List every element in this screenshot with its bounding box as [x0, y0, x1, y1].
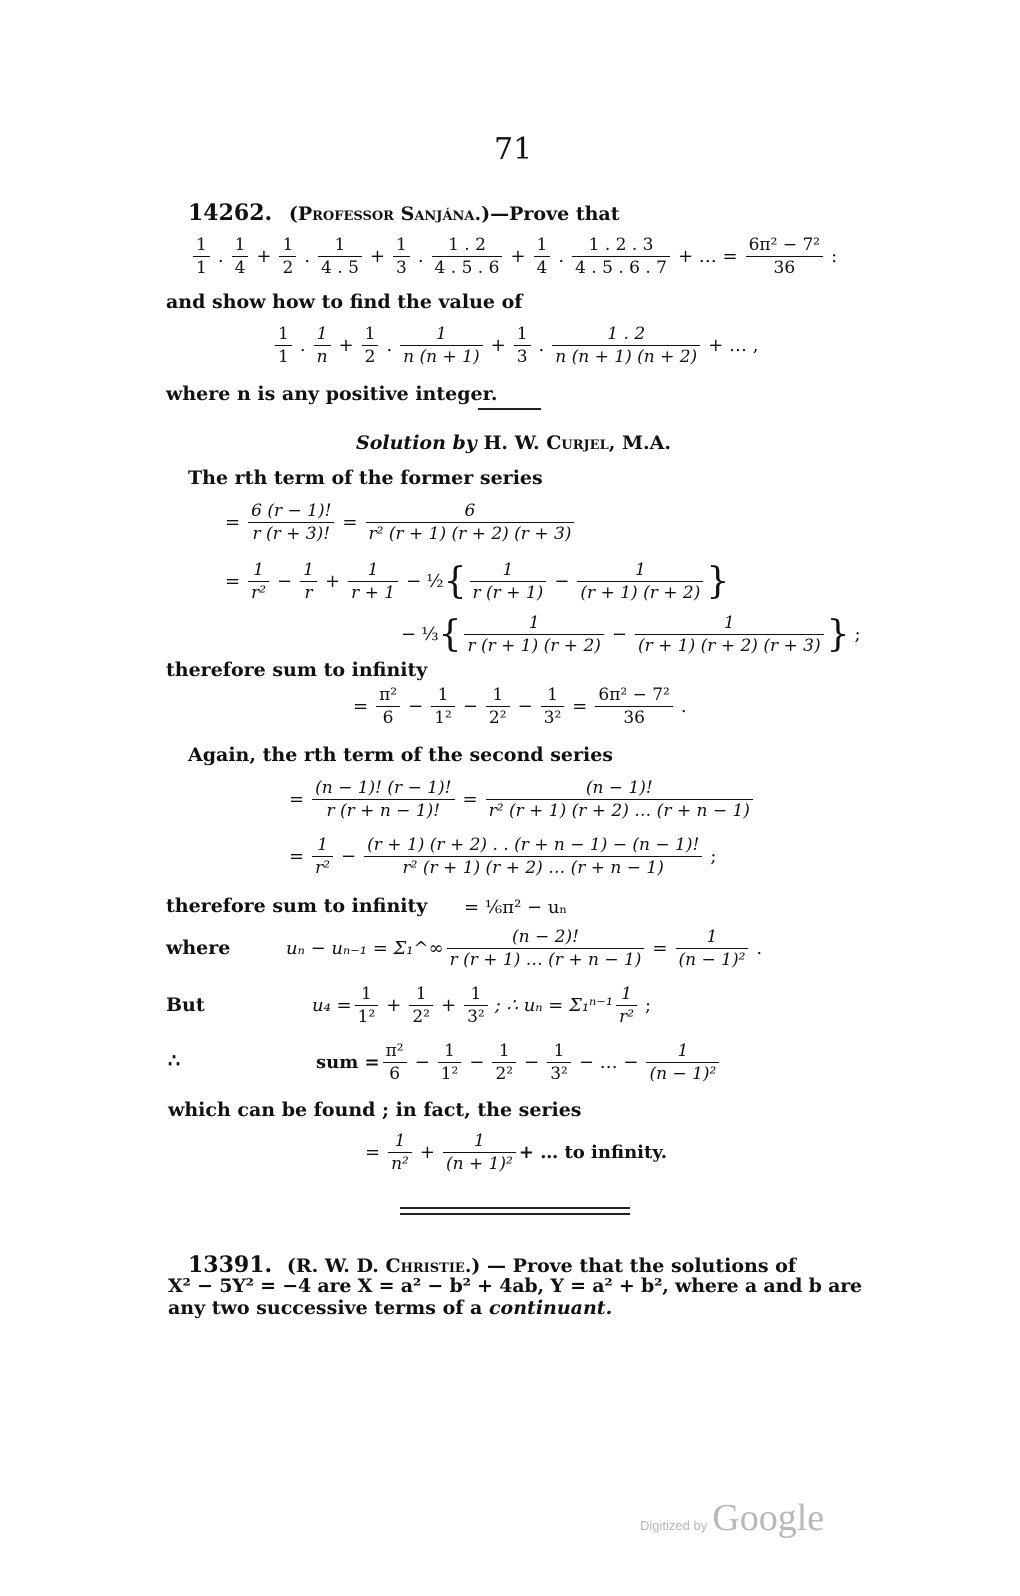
fraction-denominator: r (r + 1) … (r + n − 1)	[449, 950, 642, 970]
fraction	[616, 983, 637, 1028]
eq-where: uₙ − uₙ₋₁ = Σ₁^∞ $\frac{(n - 2)!}{r (r + 1) \dots (r + n - 1)}$ = $\frac{1}{\text{(n − 1)²}}$ .	[286, 927, 763, 970]
left-brace: {	[443, 560, 467, 602]
fraction-denominator: r (r + n − 1)!	[326, 801, 441, 821]
fraction-numerator: 6 (r − 1)!	[248, 500, 334, 523]
fraction-denominator: 3	[395, 258, 407, 278]
fraction	[388, 1130, 412, 1175]
fraction-numerator: 1	[362, 323, 379, 346]
fraction-numerator: π²	[383, 1040, 407, 1063]
where-text: where n is any positive integer.	[166, 383, 498, 405]
fraction-numerator: 1	[616, 983, 637, 1006]
fraction	[364, 834, 702, 879]
fraction-denominator: r + 1	[351, 583, 396, 603]
fraction	[432, 234, 503, 279]
fraction-denominator: r²	[315, 858, 331, 878]
fraction-denominator: r	[304, 583, 313, 603]
fraction	[314, 323, 331, 368]
fraction	[248, 559, 269, 604]
therefore-symbol: ∴	[168, 1050, 181, 1072]
fraction-denominator: 2	[364, 347, 376, 367]
fraction-denominator: 6	[389, 1064, 401, 1084]
eq-line-2: = $\frac{1}{\text{r²}}$ − $\frac{1}{r}$ + $\frac{1}{r + 1}$ − ½ { $\frac{1}{r (r + 1)}$ − $\frac{1}{(r + 1) (r + 2)}$ }	[225, 560, 730, 603]
fraction	[312, 777, 454, 822]
fraction-numerator: 6	[366, 500, 575, 523]
solution-author: H. W. Curjel, M.A.	[483, 432, 671, 454]
series-2-equation: $\frac{1}{1}$ . $\frac{1}{n}$ + $\frac{1}{2}$ . $\frac{1}{n (n + 1)}$ + $\frac{1}{3}$ . $\frac{1 . 2}{n (n + 1) (n + 2)}$ + … ,	[272, 323, 763, 368]
fraction	[577, 559, 703, 604]
fraction-denominator: (n − 1)²	[649, 1064, 717, 1084]
fraction-denominator: (n − 1)²	[678, 950, 746, 970]
eq-second-2: = $\frac{1}{\text{r²}}$ − $\frac{(r + 1) (r + 2) . . (r + n - 1) - (n - 1)!}{\text{r² (r + 1) (r + 2) … (r + n − 1)}}$ ;	[289, 835, 717, 878]
fraction	[300, 559, 317, 604]
fraction-denominator: r² (r + 1) (r + 2) (r + 3)	[368, 524, 572, 544]
sum-infinity-label: therefore sum to infinity	[166, 659, 428, 681]
fraction-numerator: 1	[431, 684, 455, 707]
fraction-numerator: 1	[486, 684, 510, 707]
fraction	[746, 234, 824, 279]
fraction-denominator: r (r + 1) (r + 2)	[467, 636, 601, 656]
fraction-numerator: 1	[438, 1040, 462, 1063]
problem-2-line-3-italic: continuant.	[488, 1297, 613, 1319]
fraction-numerator: 1	[388, 1130, 412, 1153]
fraction-numerator: 1 . 2 . 3	[572, 234, 670, 257]
where-lhs: uₙ − uₙ₋₁ = Σ₁^∞	[286, 938, 444, 959]
fraction-denominator: r² (r + 1) (r + 2) … (r + n − 1)	[402, 858, 664, 878]
fraction	[431, 684, 455, 729]
fraction-denominator: n	[316, 347, 328, 367]
fraction	[383, 1040, 407, 1085]
fraction-numerator: 1	[492, 1040, 516, 1063]
fraction-denominator: 1	[196, 258, 207, 278]
fraction-numerator: 6π² − 7²	[595, 684, 673, 707]
fraction-denominator: 1²	[440, 1064, 459, 1084]
page-number: 71	[494, 132, 533, 167]
fraction	[248, 500, 334, 545]
problem-2-line-2: X² − 5Y² = −4 are X = a² − b² + 4ab, Y = a² + b², where a and b are	[168, 1275, 862, 1297]
but-mid: ; ∴ uₙ = Σ₁ⁿ⁻¹	[494, 995, 614, 1016]
problem-2-line-1-rest: — Prove that the solutions of	[487, 1255, 797, 1277]
fraction	[193, 234, 210, 279]
fraction-denominator: n²	[391, 1154, 409, 1174]
fraction-denominator: 36	[623, 708, 645, 728]
watermark-brand: Google	[712, 1497, 825, 1539]
fraction-denominator: 1²	[434, 708, 452, 728]
fraction-denominator: r (r + 1)	[472, 583, 544, 603]
problem-number: 14262.	[188, 200, 273, 226]
fraction	[366, 500, 575, 545]
fraction	[376, 684, 400, 729]
section-divider-bottom	[400, 1213, 630, 1215]
fraction-numerator: 1	[534, 234, 551, 257]
show-text: and show how to find the value of	[166, 291, 523, 313]
watermark-prefix: Digitized by	[640, 1518, 708, 1533]
fraction-denominator: (r + 1) (r + 2)	[580, 583, 701, 603]
fraction	[464, 612, 603, 657]
fraction-denominator: 3²	[467, 1007, 485, 1027]
fraction-denominator: (r + 1) (r + 2) (r + 3)	[638, 636, 821, 656]
fraction	[486, 777, 753, 822]
fraction-numerator: 1	[443, 1130, 516, 1153]
fraction-denominator: r² (r + 1) (r + 2) … (r + n − 1)	[488, 801, 750, 821]
fraction	[514, 323, 531, 368]
fraction-denominator: (n + 1)²	[445, 1154, 513, 1174]
fraction-numerator: 1	[514, 323, 531, 346]
fraction	[447, 926, 645, 971]
fraction-denominator: 3	[516, 347, 528, 367]
section-divider-top	[400, 1207, 630, 1209]
but-lhs: u₄ =	[312, 995, 352, 1016]
fraction-numerator: 1	[318, 234, 362, 257]
fraction-numerator: (n − 1)!	[486, 777, 753, 800]
fraction-denominator: 6	[382, 708, 394, 728]
fraction	[438, 1040, 462, 1085]
found-line: which can be found ; in fact, the series	[168, 1099, 582, 1121]
fraction-denominator: n (n + 1)	[403, 347, 480, 367]
fraction-numerator: 1	[547, 1040, 571, 1063]
fraction-numerator: 1	[409, 983, 433, 1006]
fraction	[547, 1040, 571, 1085]
eq-line-1: = $\frac{6 (r - 1)!}{r (r + 3)!}$ = $\frac{6}{\text{r² (r + 1) (r + 2) (r + 3)}}$	[220, 500, 577, 545]
fraction-denominator: 4 . 5	[321, 258, 359, 278]
fraction-numerator: (r + 1) (r + 2) . . (r + n − 1) − (n − 1)!	[364, 834, 702, 857]
but-label: But	[166, 994, 205, 1016]
fraction	[393, 234, 410, 279]
problem-2-author: (R. W. D. Christie.)	[286, 1255, 481, 1277]
fraction	[275, 323, 292, 368]
google-watermark	[640, 1496, 824, 1540]
fraction-denominator: 3²	[550, 1064, 568, 1084]
fraction-numerator: 1	[275, 323, 292, 346]
sum-infinity-label-2: therefore sum to infinity	[166, 895, 428, 917]
fraction	[635, 612, 824, 657]
eq-line-3: − ⅓ { $\frac{1}{r (r + 1) (r + 2)}$ − $\frac{1}{(r + 1) (r + 2) (r + 3)}$ } ;	[401, 613, 861, 656]
fraction	[362, 323, 379, 368]
fraction-numerator: 1	[348, 559, 398, 582]
fraction-denominator: 4 . 5 . 6	[434, 258, 500, 278]
eq-but: u₄ = $\frac{1}{\text{1²}}$ + $\frac{1}{\text{2²}}$ + $\frac{1}{\text{3²}}$ ; ∴ uₙ = Σ₁ⁿ⁻¹ $\frac{1}{\text{r²}}$ ;	[312, 984, 652, 1027]
fraction-numerator: 1	[300, 559, 317, 582]
fraction-numerator: 1	[400, 323, 482, 346]
problem-2-line-3-prefix: any two successive terms of a	[168, 1297, 483, 1319]
problem-prove-text: —Prove that	[490, 203, 620, 225]
fraction	[572, 234, 670, 279]
where-label: where	[166, 937, 231, 959]
fraction	[492, 1040, 516, 1085]
fraction-numerator: 1	[577, 559, 703, 582]
solution-prefix: Solution by	[356, 432, 477, 454]
fraction-denominator: 36	[773, 258, 796, 278]
sum-label: sum =	[316, 1052, 380, 1073]
fraction-denominator: r²	[251, 583, 267, 603]
fraction	[312, 834, 333, 879]
fraction-denominator: 1	[278, 347, 289, 367]
fraction	[400, 323, 482, 368]
fraction-denominator: n (n + 1) (n + 2)	[555, 347, 698, 367]
eq-second-1: = $\frac{(n - 1)! (r - 1)!}{r (r + n - 1)!}$ = $\frac{(n - 1)!}{\text{r² (r + 1) (r + 2) … (r + n − 1)}}$	[284, 777, 756, 822]
fraction-denominator: 3²	[543, 708, 562, 728]
fraction-numerator: 1	[464, 983, 488, 1006]
fraction-numerator: 1	[355, 983, 379, 1006]
eq-final-sum: sum = $\frac{\text{π²}}{6}$ − $\frac{1}{\text{1²}}$ − $\frac{1}{\text{2²}}$ − $\frac{1}{\text{3²}}$ − … − $\frac{1}{\text{(n − 1)²}}$	[316, 1040, 722, 1085]
fraction-denominator: r²	[619, 1007, 635, 1027]
fraction	[348, 559, 398, 604]
fraction	[486, 684, 510, 729]
problem-2-number: 13391.	[188, 1252, 273, 1278]
fraction	[464, 983, 488, 1028]
fraction-numerator: 1	[393, 234, 410, 257]
again-line: Again, the rth term of the second series	[188, 744, 613, 766]
fraction-numerator: (n − 2)!	[447, 926, 645, 949]
fraction-numerator: 6π² − 7²	[746, 234, 824, 257]
last-tail: + … to infinity.	[518, 1142, 667, 1163]
fraction-numerator: 1	[232, 234, 249, 257]
fraction-numerator: 1	[279, 234, 296, 257]
fraction	[534, 234, 551, 279]
fraction-numerator: 1	[470, 559, 547, 582]
half-coefficient: ½	[426, 571, 444, 592]
third-coefficient: ⅓	[421, 624, 439, 645]
fraction	[646, 1040, 719, 1085]
fraction	[541, 684, 565, 729]
eq-last: = $\frac{1}{\text{n²}}$ + $\frac{1}{\text{(n + 1)²}}$ + … to infinity.	[365, 1131, 667, 1174]
fraction-numerator: 1	[314, 323, 331, 346]
sum-infinity-rhs: = ⅙π² − uₙ	[464, 897, 568, 918]
fraction-numerator: 1	[635, 612, 824, 635]
solution-heading	[356, 432, 671, 454]
fraction-numerator: 1	[248, 559, 269, 582]
fraction-numerator: 1	[312, 834, 333, 857]
fraction-numerator: 1	[541, 684, 565, 707]
fraction-denominator: 2²	[412, 1007, 430, 1027]
fraction	[443, 1130, 516, 1175]
fraction-numerator: 1	[193, 234, 210, 257]
fraction	[595, 684, 673, 729]
eq-sum-1: = $\frac{\text{π²}}{6}$ − $\frac{1}{\text{1²}}$ − $\frac{1}{\text{2²}}$ − $\frac{1}{\text{3²}}$ = $\frac{\text{6π² − 7²}}{36}$ .	[353, 685, 687, 728]
rth-term-line: The rth term of the former series	[188, 467, 543, 489]
right-brace: }	[826, 613, 850, 655]
right-brace: }	[706, 560, 730, 602]
problem-author: (Professor Sanjána.)	[288, 203, 491, 225]
fraction	[279, 234, 296, 279]
short-divider	[478, 408, 541, 410]
fraction-numerator: 1 . 2	[552, 323, 700, 346]
series-1-equation: $\frac{1}{1}$ . $\frac{1}{4}$ + $\frac{1}{2}$ . $\frac{1}{4 . 5}$ + $\frac{1}{3}$ . $\frac{1 . 2}{4 . 5 . 6}$ + $\frac{1}{4}$ . $\frac{1 . 2 . 3}{4 . 5 . 6 . 7}$ + … = $\frac{\text{6π² − 7²}}{36}$ :	[190, 234, 842, 279]
fraction	[355, 983, 379, 1028]
fraction-numerator: π²	[376, 684, 400, 707]
fraction-denominator: 2²	[488, 708, 507, 728]
fraction-denominator: 4	[536, 258, 548, 278]
fraction	[552, 323, 700, 368]
fraction-denominator: r (r + 3)!	[252, 524, 331, 544]
fraction-numerator: (n − 1)! (r − 1)!	[312, 777, 454, 800]
fraction-numerator: 1	[646, 1040, 719, 1063]
fraction	[318, 234, 362, 279]
fraction-numerator: 1 . 2	[432, 234, 503, 257]
fraction	[676, 926, 749, 971]
left-brace: {	[438, 613, 462, 655]
fraction-denominator: 1²	[357, 1007, 376, 1027]
fraction	[409, 983, 433, 1028]
problem-2-line-3	[168, 1297, 612, 1319]
fraction-numerator: 1	[464, 612, 603, 635]
fraction-denominator: 2²	[495, 1064, 514, 1084]
problem-1-header	[188, 200, 620, 226]
fraction-numerator: 1	[676, 926, 749, 949]
fraction-denominator: 4	[234, 258, 246, 278]
fraction	[470, 559, 547, 604]
fraction-denominator: 4 . 5 . 6 . 7	[575, 258, 667, 278]
fraction	[232, 234, 249, 279]
fraction-denominator: 2	[282, 258, 294, 278]
